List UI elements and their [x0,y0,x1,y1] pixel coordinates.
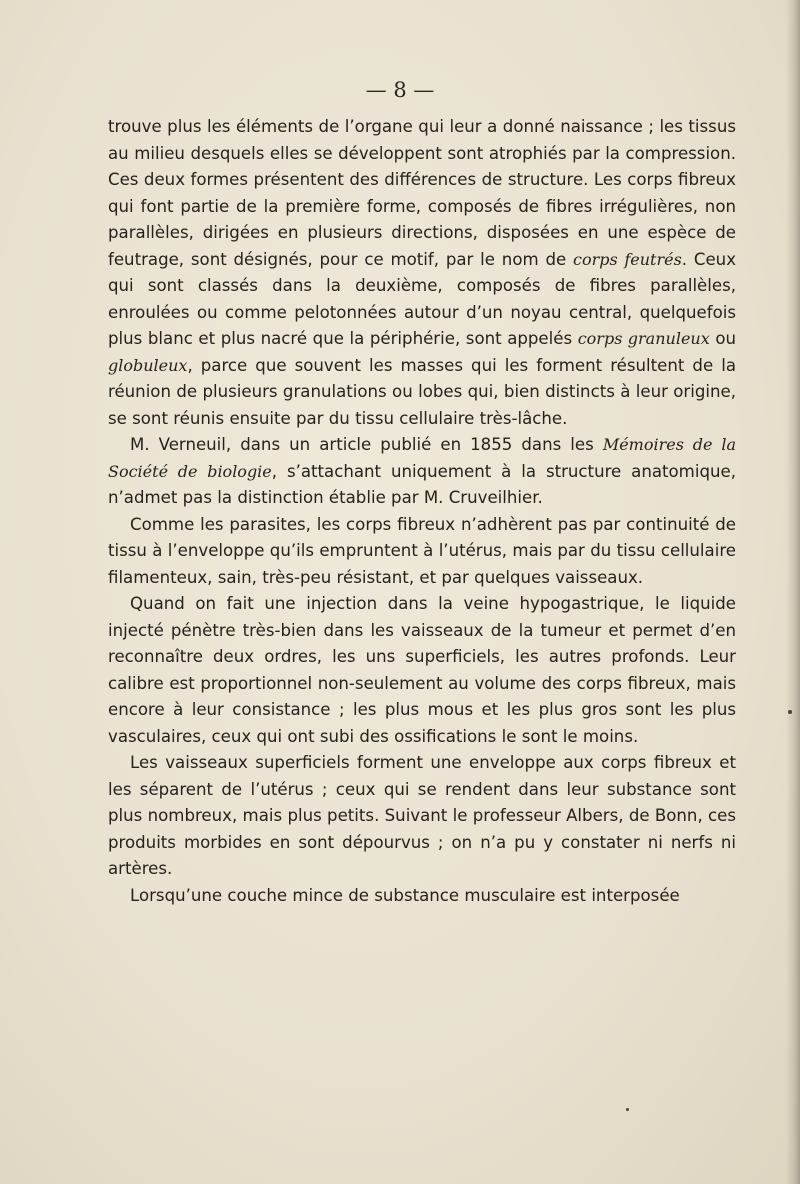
italic-text: corps granuleux [577,329,710,348]
text-run: ou [709,329,737,348]
ink-speck [626,1108,629,1111]
body-text [108,114,736,909]
italic-text: globuleux [108,355,188,375]
text-run: Lorsqu’une couche mince de substance musculaire est interposée [130,885,680,905]
ink-speck [788,710,792,714]
text-run: M. Verneuil, dans un article publié en 1855 dans les [130,435,603,454]
page-number: — 8 — [365,78,435,102]
italic-text: Mémoires de la Société de biologie [108,435,737,481]
text-run: , s’attachant uniquement à la structure anatomique, n’admet pas la distinction établie par M. Cruveilhier. [108,461,736,507]
text-run: trouve plus les éléments de l’organe qui leur a donné naissance ; les tissus au milieu desquels elles se développent sont atrophiés par la compression. Ces deux formes présentent des différences de structure. Les corps fibreux qui font partie de la première forme, composés de fibres irrégulières, non parallèles, dirigées en plusieurs directions, disposées en une espèce de feutrage, sont désignés, pour ce motif, par le nom de [108,117,736,269]
paragraph [108,883,736,910]
text-run: . Ceux qui sont classés dans la deuxième, composés de fibres parallèles, enroulées ou comme pelotonnées autour d’un noyau central, quelquefois plus blanc et plus nacré que la périphérie, sont appelés [108,249,737,348]
paragraph [108,591,736,750]
paragraph [108,432,736,512]
paragraph [108,114,736,432]
text-run: , parce que souvent les masses qui les forment résultent de la réunion de plusieurs granulations ou lobes qui, bien distincts à leur origine, se sont réunis ensuite par du tissu cellulaire très-lâche. [108,355,736,428]
text-run: Quand on fait une injection dans la veine hypogastrique, le liquide injecté pénètre très-bien dans les vaisseaux de la tumeur et permet d’en reconnaître deux ordres, les uns superficiels, les autres profonds. Leur calibre est proportionnel non-seulement au volume des corps fibreux, mais encore à leur consistance ; les plus mous et les plus gros sont les plus vasculaires, ceux qui ont subi des ossifications le sont le moins. [108,594,736,746]
paragraph [108,750,736,883]
paragraph [108,512,736,592]
page-edge-shadow [786,0,800,1184]
italic-text: corps feutrés [573,249,682,269]
text-run: Les vaisseaux superficiels forment une enveloppe aux corps fibreux et les séparent de l’utérus ; ceux qui se rendent dans leur substance sont plus nombreux, mais plus petits. Suivant le professeur Albers, de Bonn, ces produits morbides en sont dépourvus ; on n’a pu y constater ni nerfs ni artères. [108,753,736,878]
text-run: Comme les parasites, les corps fibreux n’adhèrent pas par continuité de tissu à l’enveloppe qu’ils empruntent à l’utérus, mais par du tissu cellulaire filamenteux, sain, très-peu résistant, et par quelques vaisseaux. [108,514,736,587]
